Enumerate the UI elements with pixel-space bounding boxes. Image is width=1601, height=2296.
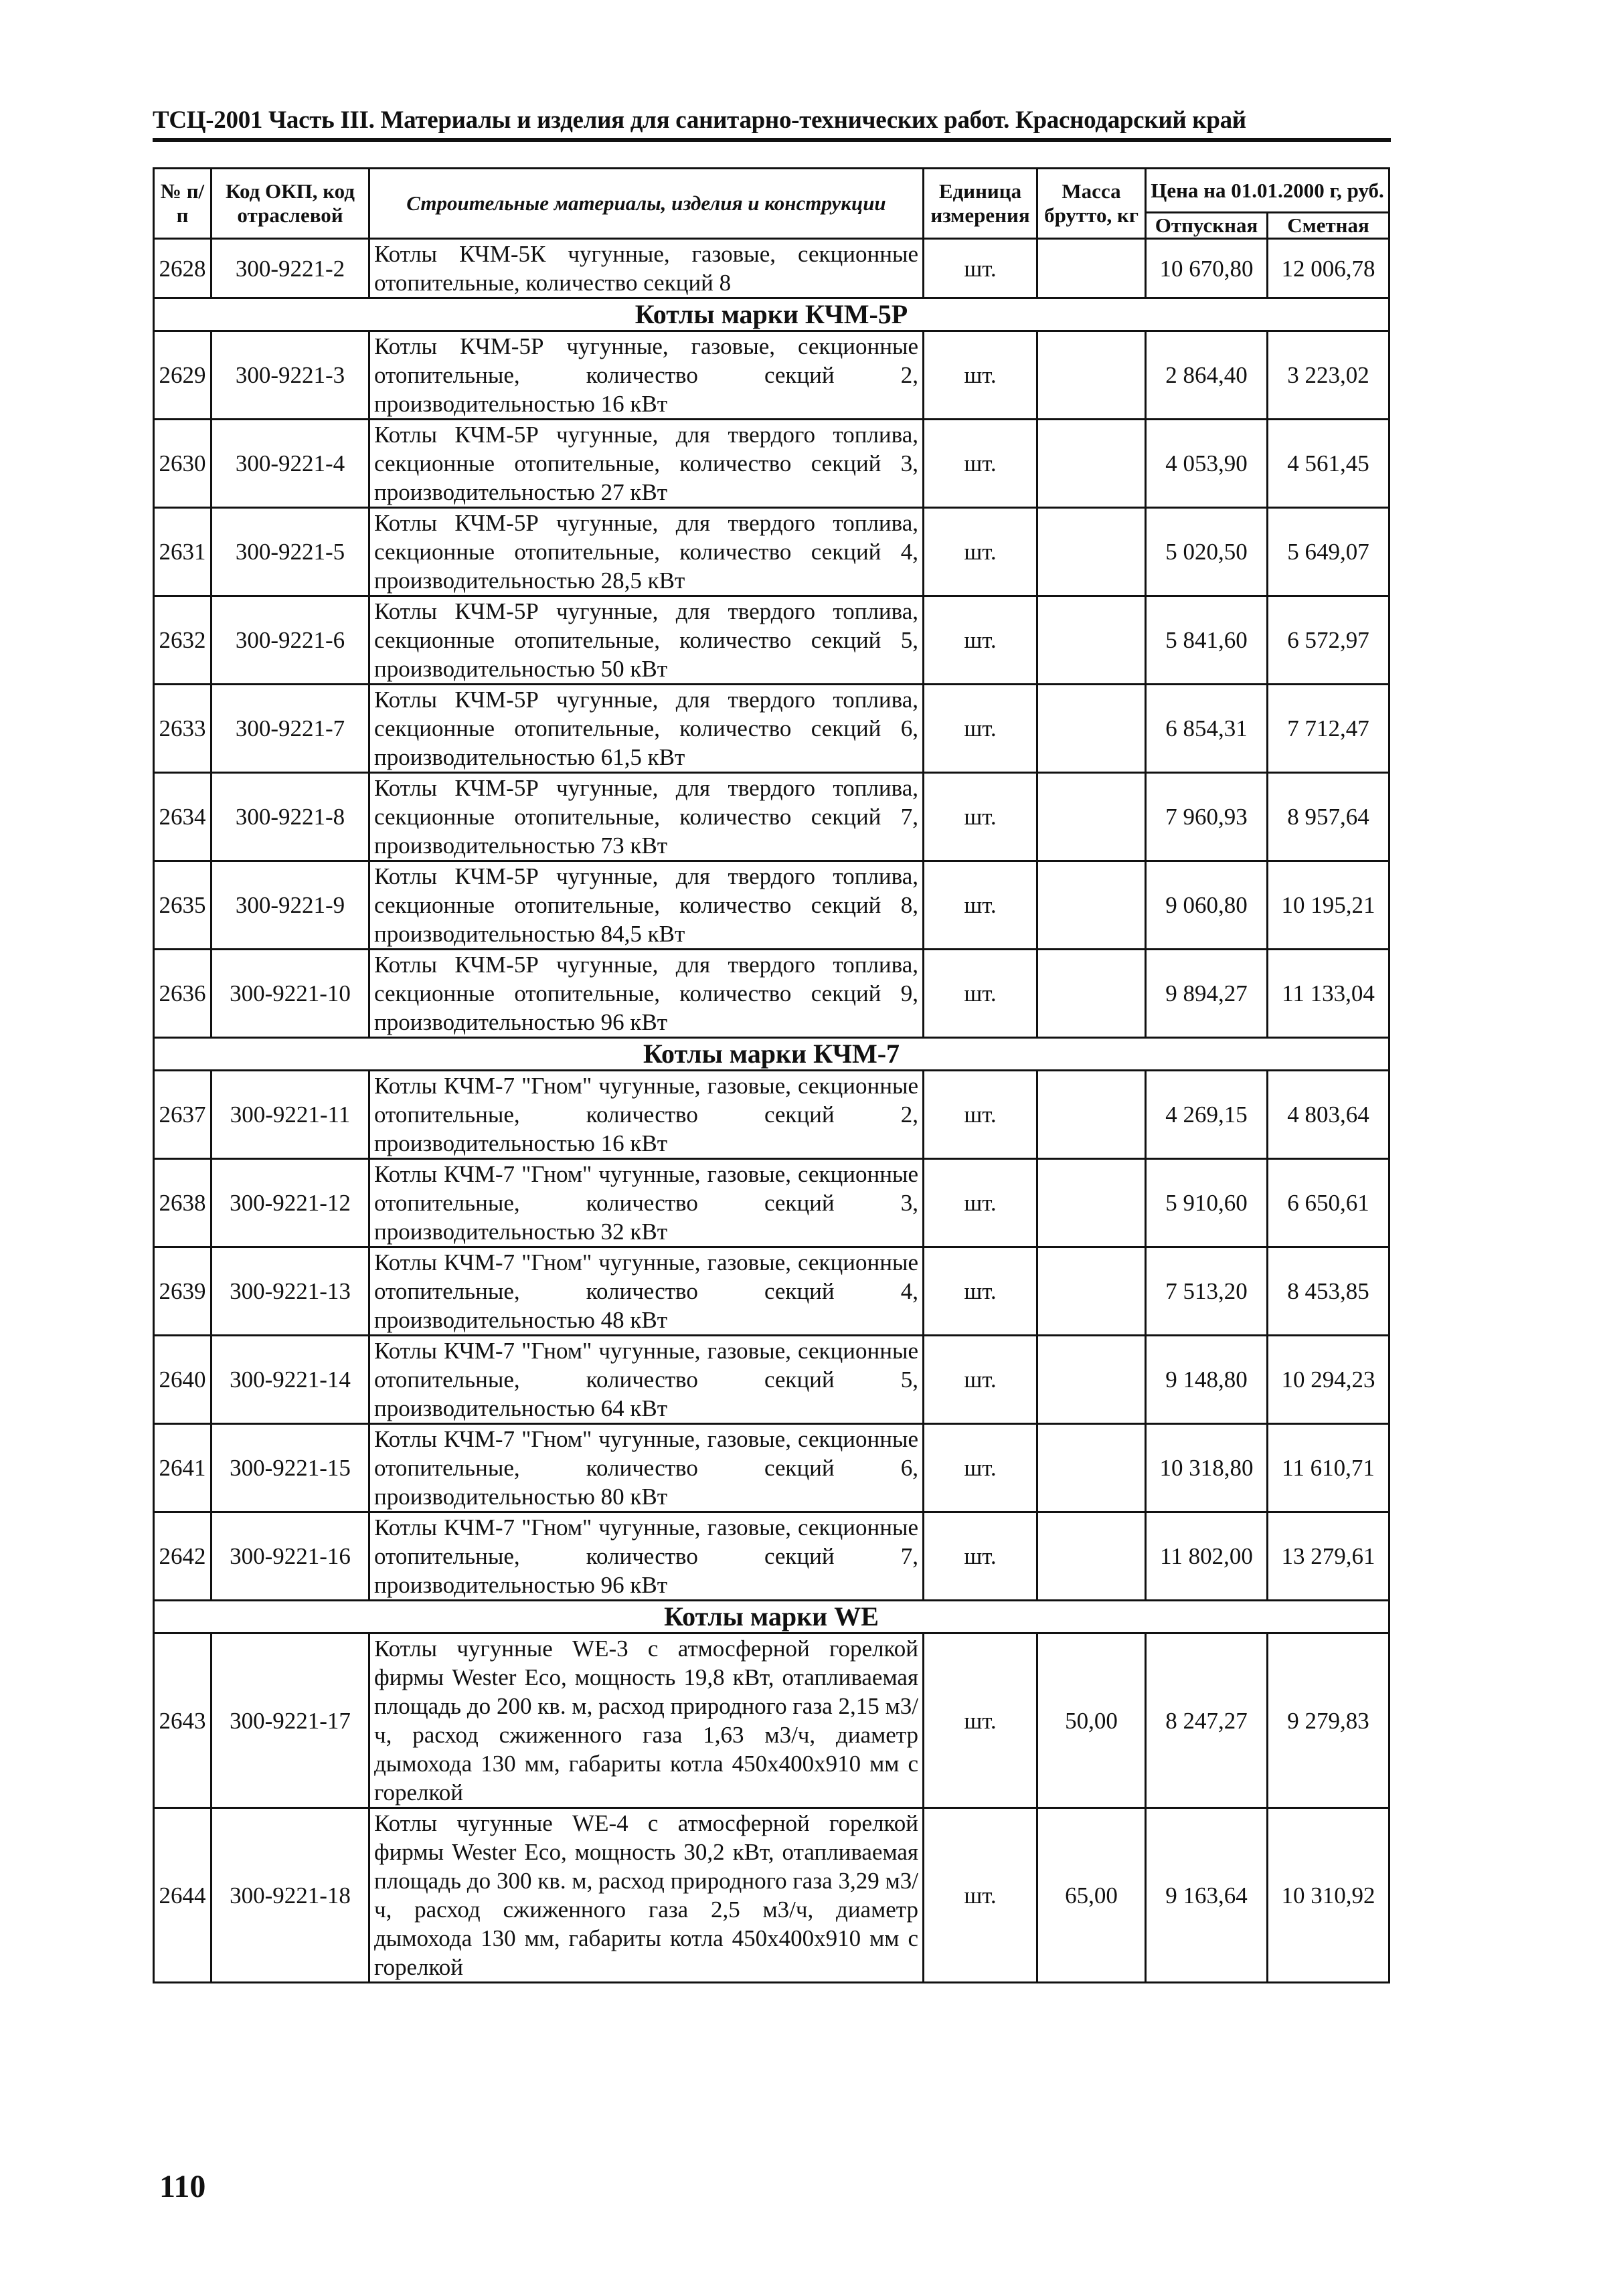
gross-mass bbox=[1037, 950, 1146, 1038]
row-number: 2628 bbox=[154, 239, 212, 298]
estimate-price: 8 957,64 bbox=[1268, 773, 1389, 861]
section-title: Котлы марки КЧМ-5Р bbox=[154, 298, 1389, 331]
row-number: 2643 bbox=[154, 1633, 212, 1808]
material-description: Котлы чугунные WE-4 с атмосферной горелкой фирмы Wester Eco, мощность 30,2 кВт, отапливаемая площадь до 300 кв. м, расход природного газа 3,29 м3/ч, расход сжиженного газа 2,5 м3/ч, диаметр дымохода 130 мм, габариты котла 450х400х910 мм с горелкой bbox=[369, 1808, 924, 1983]
row-number: 2639 bbox=[154, 1247, 212, 1336]
material-description: Котлы КЧМ-5Р чугунные, газовые, секционные отопительные, количество секций 2, производительностью 16 кВт bbox=[369, 331, 924, 420]
gross-mass bbox=[1037, 420, 1146, 508]
release-price: 6 854,31 bbox=[1146, 685, 1268, 773]
okp-code: 300-9221-2 bbox=[212, 239, 369, 298]
estimate-price: 4 803,64 bbox=[1268, 1071, 1389, 1159]
table-row bbox=[154, 685, 1389, 773]
col-header-price-estimate: Сметная bbox=[1268, 213, 1389, 239]
gross-mass: 50,00 bbox=[1037, 1633, 1146, 1808]
unit-of-measure: шт. bbox=[924, 1336, 1037, 1424]
okp-code: 300-9221-9 bbox=[212, 861, 369, 950]
row-number: 2636 bbox=[154, 950, 212, 1038]
okp-code: 300-9221-6 bbox=[212, 596, 369, 685]
unit-of-measure: шт. bbox=[924, 508, 1037, 596]
okp-code: 300-9221-15 bbox=[212, 1424, 369, 1512]
material-description: Котлы КЧМ-7 "Гном" чугунные, газовые, секционные отопительные, количество секций 5, производительностью 64 кВт bbox=[369, 1336, 924, 1424]
row-number: 2629 bbox=[154, 331, 212, 420]
gross-mass bbox=[1037, 1424, 1146, 1512]
material-description: Котлы КЧМ-7 "Гном" чугунные, газовые, секционные отопительные, количество секций 4, производительностью 48 кВт bbox=[369, 1247, 924, 1336]
row-number: 2640 bbox=[154, 1336, 212, 1424]
material-description: Котлы КЧМ-7 "Гном" чугунные, газовые, секционные отопительные, количество секций 3, производительностью 32 кВт bbox=[369, 1159, 924, 1247]
material-description: Котлы КЧМ-5Р чугунные, для твердого топлива, секционные отопительные, количество секций 8, производительностью 84,5 кВт bbox=[369, 861, 924, 950]
release-price: 9 148,80 bbox=[1146, 1336, 1268, 1424]
col-header-desc: Строительные материалы, изделия и конструкции bbox=[369, 169, 924, 239]
row-number: 2637 bbox=[154, 1071, 212, 1159]
gross-mass bbox=[1037, 508, 1146, 596]
estimate-price: 13 279,61 bbox=[1268, 1512, 1389, 1601]
estimate-price: 4 561,45 bbox=[1268, 420, 1389, 508]
table-row bbox=[154, 1512, 1389, 1601]
material-description: Котлы КЧМ-5К чугунные, газовые, секционные отопительные, количество секций 8 bbox=[369, 239, 924, 298]
unit-of-measure: шт. bbox=[924, 1071, 1037, 1159]
gross-mass bbox=[1037, 1071, 1146, 1159]
gross-mass bbox=[1037, 861, 1146, 950]
gross-mass bbox=[1037, 1512, 1146, 1601]
unit-of-measure: шт. bbox=[924, 420, 1037, 508]
col-header-price-release: Отпускная bbox=[1146, 213, 1268, 239]
material-description: Котлы КЧМ-5Р чугунные, для твердого топлива, секционные отопительные, количество секций 9, производительностью 96 кВт bbox=[369, 950, 924, 1038]
table-body bbox=[154, 239, 1389, 1983]
estimate-price: 10 294,23 bbox=[1268, 1336, 1389, 1424]
release-price: 4 269,15 bbox=[1146, 1071, 1268, 1159]
row-number: 2634 bbox=[154, 773, 212, 861]
unit-of-measure: шт. bbox=[924, 331, 1037, 420]
section-row bbox=[154, 1038, 1389, 1071]
material-description: Котлы КЧМ-7 "Гном" чугунные, газовые, секционные отопительные, количество секций 6, производительностью 80 кВт bbox=[369, 1424, 924, 1512]
unit-of-measure: шт. bbox=[924, 1247, 1037, 1336]
gross-mass: 65,00 bbox=[1037, 1808, 1146, 1983]
gross-mass bbox=[1037, 773, 1146, 861]
table-row bbox=[154, 1424, 1389, 1512]
gross-mass bbox=[1037, 1336, 1146, 1424]
table-row bbox=[154, 1633, 1389, 1808]
material-description: Котлы чугунные WE-3 с атмосферной горелкой фирмы Wester Eco, мощность 19,8 кВт, отапливаемая площадь до 200 кв. м, расход природного газа 2,15 м3/ч, расход сжиженного газа 1,63 м3/ч, диаметр дымохода 130 мм, габариты котла 450х400х910 мм с горелкой bbox=[369, 1633, 924, 1808]
release-price: 5 020,50 bbox=[1146, 508, 1268, 596]
estimate-price: 11 610,71 bbox=[1268, 1424, 1389, 1512]
page-header: ТСЦ-2001 Часть III. Материалы и изделия для санитарно-технических работ. Краснодарский край bbox=[153, 106, 1246, 134]
row-number: 2633 bbox=[154, 685, 212, 773]
release-price: 7 960,93 bbox=[1146, 773, 1268, 861]
gross-mass bbox=[1037, 596, 1146, 685]
table-header bbox=[154, 169, 1389, 239]
gross-mass bbox=[1037, 1159, 1146, 1247]
table-row bbox=[154, 239, 1389, 298]
table-row bbox=[154, 1336, 1389, 1424]
row-number: 2635 bbox=[154, 861, 212, 950]
col-header-price: Цена на 01.01.2000 г, руб. bbox=[1146, 169, 1389, 213]
table-row bbox=[154, 1071, 1389, 1159]
row-number: 2632 bbox=[154, 596, 212, 685]
table-row bbox=[154, 508, 1389, 596]
estimate-price: 8 453,85 bbox=[1268, 1247, 1389, 1336]
section-row bbox=[154, 298, 1389, 331]
section-row bbox=[154, 1601, 1389, 1633]
okp-code: 300-9221-14 bbox=[212, 1336, 369, 1424]
release-price: 9 894,27 bbox=[1146, 950, 1268, 1038]
estimate-price: 10 310,92 bbox=[1268, 1808, 1389, 1983]
release-price: 8 247,27 bbox=[1146, 1633, 1268, 1808]
material-description: Котлы КЧМ-5Р чугунные, для твердого топлива, секционные отопительные, количество секций 4, производительностью 28,5 кВт bbox=[369, 508, 924, 596]
material-description: Котлы КЧМ-7 "Гном" чугунные, газовые, секционные отопительные, количество секций 7, производительностью 96 кВт bbox=[369, 1512, 924, 1601]
table-row bbox=[154, 596, 1389, 685]
row-number: 2641 bbox=[154, 1424, 212, 1512]
release-price: 9 060,80 bbox=[1146, 861, 1268, 950]
table-row bbox=[154, 861, 1389, 950]
row-number: 2644 bbox=[154, 1808, 212, 1983]
unit-of-measure: шт. bbox=[924, 1633, 1037, 1808]
material-description: Котлы КЧМ-5Р чугунные, для твердого топлива, секционные отопительные, количество секций 3, производительностью 27 кВт bbox=[369, 420, 924, 508]
table-row bbox=[154, 1159, 1389, 1247]
release-price: 11 802,00 bbox=[1146, 1512, 1268, 1601]
table-row bbox=[154, 1247, 1389, 1336]
row-number: 2642 bbox=[154, 1512, 212, 1601]
okp-code: 300-9221-5 bbox=[212, 508, 369, 596]
release-price: 10 318,80 bbox=[1146, 1424, 1268, 1512]
unit-of-measure: шт. bbox=[924, 773, 1037, 861]
okp-code: 300-9221-17 bbox=[212, 1633, 369, 1808]
okp-code: 300-9221-10 bbox=[212, 950, 369, 1038]
header-rule bbox=[153, 138, 1391, 142]
release-price: 5 910,60 bbox=[1146, 1159, 1268, 1247]
col-header-mass: Масса брутто, кг bbox=[1037, 169, 1146, 239]
gross-mass bbox=[1037, 1247, 1146, 1336]
unit-of-measure: шт. bbox=[924, 861, 1037, 950]
table-row bbox=[154, 1808, 1389, 1983]
material-description: Котлы КЧМ-5Р чугунные, для твердого топлива, секционные отопительные, количество секций 6, производительностью 61,5 кВт bbox=[369, 685, 924, 773]
release-price: 5 841,60 bbox=[1146, 596, 1268, 685]
release-price: 2 864,40 bbox=[1146, 331, 1268, 420]
row-number: 2630 bbox=[154, 420, 212, 508]
gross-mass bbox=[1037, 331, 1146, 420]
unit-of-measure: шт. bbox=[924, 1424, 1037, 1512]
release-price: 10 670,80 bbox=[1146, 239, 1268, 298]
table-row bbox=[154, 331, 1389, 420]
okp-code: 300-9221-12 bbox=[212, 1159, 369, 1247]
unit-of-measure: шт. bbox=[924, 1159, 1037, 1247]
col-header-unit: Единица измерения bbox=[924, 169, 1037, 239]
estimate-price: 10 195,21 bbox=[1268, 861, 1389, 950]
estimate-price: 5 649,07 bbox=[1268, 508, 1389, 596]
release-price: 9 163,64 bbox=[1146, 1808, 1268, 1983]
col-header-num: № п/п bbox=[154, 169, 212, 239]
unit-of-measure: шт. bbox=[924, 685, 1037, 773]
okp-code: 300-9221-18 bbox=[212, 1808, 369, 1983]
okp-code: 300-9221-13 bbox=[212, 1247, 369, 1336]
section-title: Котлы марки КЧМ-7 bbox=[154, 1038, 1389, 1071]
unit-of-measure: шт. bbox=[924, 1512, 1037, 1601]
table-row bbox=[154, 773, 1389, 861]
okp-code: 300-9221-11 bbox=[212, 1071, 369, 1159]
release-price: 4 053,90 bbox=[1146, 420, 1268, 508]
okp-code: 300-9221-8 bbox=[212, 773, 369, 861]
okp-code: 300-9221-4 bbox=[212, 420, 369, 508]
page-number: 110 bbox=[159, 2169, 206, 2204]
unit-of-measure: шт. bbox=[924, 596, 1037, 685]
table-row bbox=[154, 420, 1389, 508]
estimate-price: 7 712,47 bbox=[1268, 685, 1389, 773]
unit-of-measure: шт. bbox=[924, 1808, 1037, 1983]
release-price: 7 513,20 bbox=[1146, 1247, 1268, 1336]
unit-of-measure: шт. bbox=[924, 239, 1037, 298]
okp-code: 300-9221-16 bbox=[212, 1512, 369, 1601]
table-row bbox=[154, 950, 1389, 1038]
material-description: Котлы КЧМ-5Р чугунные, для твердого топлива, секционные отопительные, количество секций 7, производительностью 73 кВт bbox=[369, 773, 924, 861]
gross-mass bbox=[1037, 239, 1146, 298]
estimate-price: 6 650,61 bbox=[1268, 1159, 1389, 1247]
estimate-price: 6 572,97 bbox=[1268, 596, 1389, 685]
row-number: 2638 bbox=[154, 1159, 212, 1247]
row-number: 2631 bbox=[154, 508, 212, 596]
estimate-price: 12 006,78 bbox=[1268, 239, 1389, 298]
estimate-price: 3 223,02 bbox=[1268, 331, 1389, 420]
estimate-price: 11 133,04 bbox=[1268, 950, 1389, 1038]
material-description: Котлы КЧМ-5Р чугунные, для твердого топлива, секционные отопительные, количество секций 5, производительностью 50 кВт bbox=[369, 596, 924, 685]
section-title: Котлы марки WE bbox=[154, 1601, 1389, 1633]
material-description: Котлы КЧМ-7 "Гном" чугунные, газовые, секционные отопительные, количество секций 2, производительностью 16 кВт bbox=[369, 1071, 924, 1159]
estimate-price: 9 279,83 bbox=[1268, 1633, 1389, 1808]
okp-code: 300-9221-7 bbox=[212, 685, 369, 773]
col-header-code: Код ОКП, код отраслевой bbox=[212, 169, 369, 239]
price-table bbox=[153, 167, 1390, 1983]
okp-code: 300-9221-3 bbox=[212, 331, 369, 420]
gross-mass bbox=[1037, 685, 1146, 773]
unit-of-measure: шт. bbox=[924, 950, 1037, 1038]
